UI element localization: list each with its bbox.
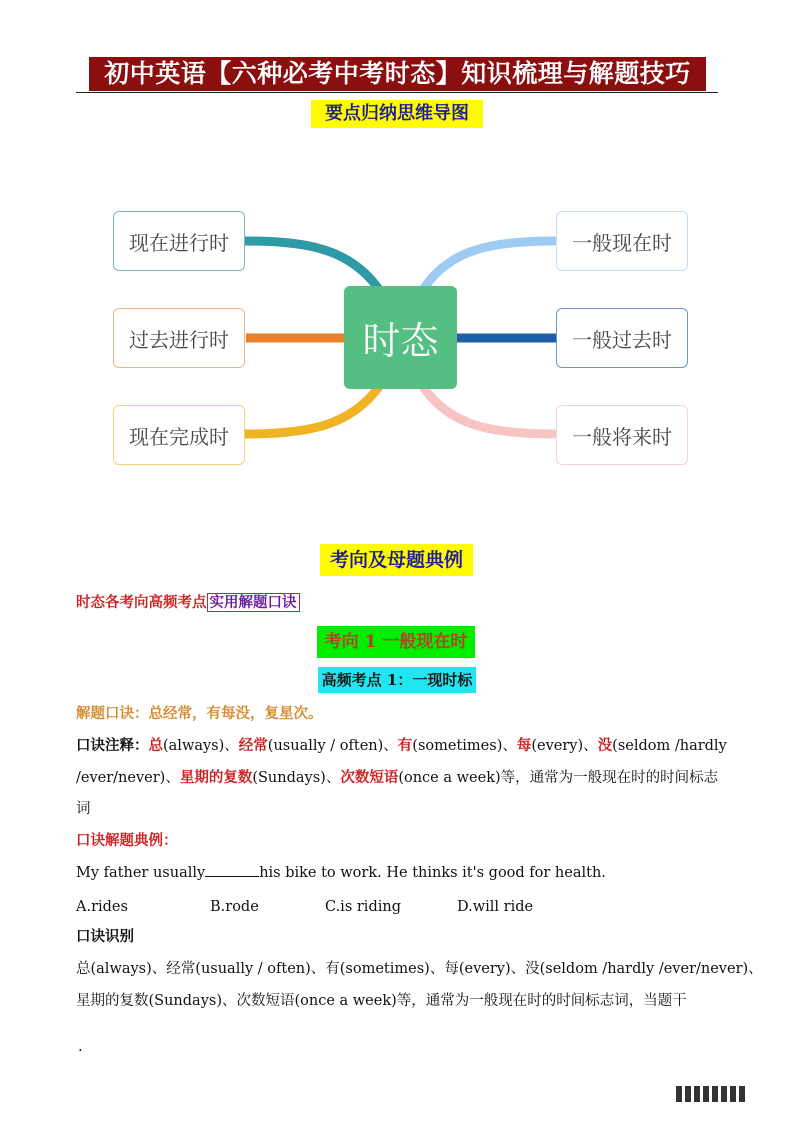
note-text: (always)、: [163, 738, 239, 754]
mindmap-node-simple-present: 一般现在时: [556, 211, 688, 271]
intro-boxed-text: 实用解题口诀: [207, 593, 300, 612]
note-text: (every)、: [531, 738, 598, 754]
mindmap-node-present-continuous: 现在进行时: [113, 211, 245, 271]
connector-left-top: [246, 241, 378, 288]
note-keyword: 星期的复数: [179, 769, 253, 786]
topic-heading: 考向 1 一般现在时: [317, 626, 475, 658]
notes-line-3: 词: [76, 801, 91, 817]
notes-label: 口诀注释：: [76, 737, 149, 754]
point-heading: 高频考点 1：一现时标: [318, 667, 476, 693]
note-keyword: 次数短语: [340, 769, 399, 786]
note-text: (once a week)等，通常为一般现在时的时间标志: [398, 770, 719, 786]
identify-line-2: 星期的复数(Sundays)、次数短语(once a week)等，通常为一般现在时的时间标志词，当题干: [76, 993, 687, 1009]
mindmap-node-simple-past: 一般过去时: [556, 308, 688, 368]
example-question: [76, 862, 606, 884]
mindmap-heading: 要点归纳思维导图: [311, 100, 483, 128]
connector-left-bot: [246, 388, 378, 434]
notes-line-1: [76, 735, 727, 757]
identify-line-1: 总(always)、经常(usually / often)、有(sometimes)、每(every)、没(seldom /hardly /ever/never)、: [76, 961, 763, 977]
note-keyword: 每: [516, 737, 532, 754]
connector-right-top: [424, 241, 554, 288]
mindmap-node-past-continuous: 过去进行时: [113, 308, 245, 368]
section-intro: [76, 592, 300, 614]
mindmap-center-node: 时态: [344, 286, 457, 389]
mindmap-node-simple-future: 一般将来时: [556, 405, 688, 465]
mnemonic-line: 解题口诀：总经常，有每没，复星次。: [76, 705, 323, 722]
question-part-a: My father usually: [76, 865, 206, 881]
option-b: B.rode: [210, 899, 259, 915]
option-a: A.rides: [76, 899, 128, 915]
note-text: /ever/never)、: [76, 770, 180, 786]
note-text: (seldom /hardly: [612, 738, 727, 754]
note-text: (Sundays)、: [252, 770, 341, 786]
note-keyword: 总: [148, 737, 163, 754]
identify-label: 口诀识别: [76, 928, 134, 945]
watermark-icon: [676, 1086, 745, 1102]
intro-text: 时态各考向高频考点: [76, 594, 207, 611]
section-heading: 考向及母题典例: [320, 544, 473, 576]
question-part-b: his bike to work. He thinks it's good for health.: [259, 865, 606, 881]
document-title: 初中英语【六种必考中考时态】知识梳理与解题技巧: [89, 57, 706, 91]
option-c: C.is riding: [325, 899, 401, 915]
notes-line-2: [76, 767, 718, 789]
note-keyword: 有: [397, 737, 413, 754]
note-text: (usually / often)、: [267, 738, 398, 754]
note-keyword: 经常: [238, 737, 268, 754]
connector-right-bot: [424, 388, 554, 434]
answer-blank: [205, 862, 259, 877]
option-d: D.will ride: [457, 899, 534, 915]
note-text: (sometimes)、: [412, 738, 517, 754]
mindmap-node-present-perfect: 现在完成时: [113, 405, 245, 465]
example-label: 口诀解题典例：: [76, 832, 178, 849]
identify-line-3: .: [78, 1039, 83, 1055]
note-keyword: 没: [597, 737, 613, 754]
